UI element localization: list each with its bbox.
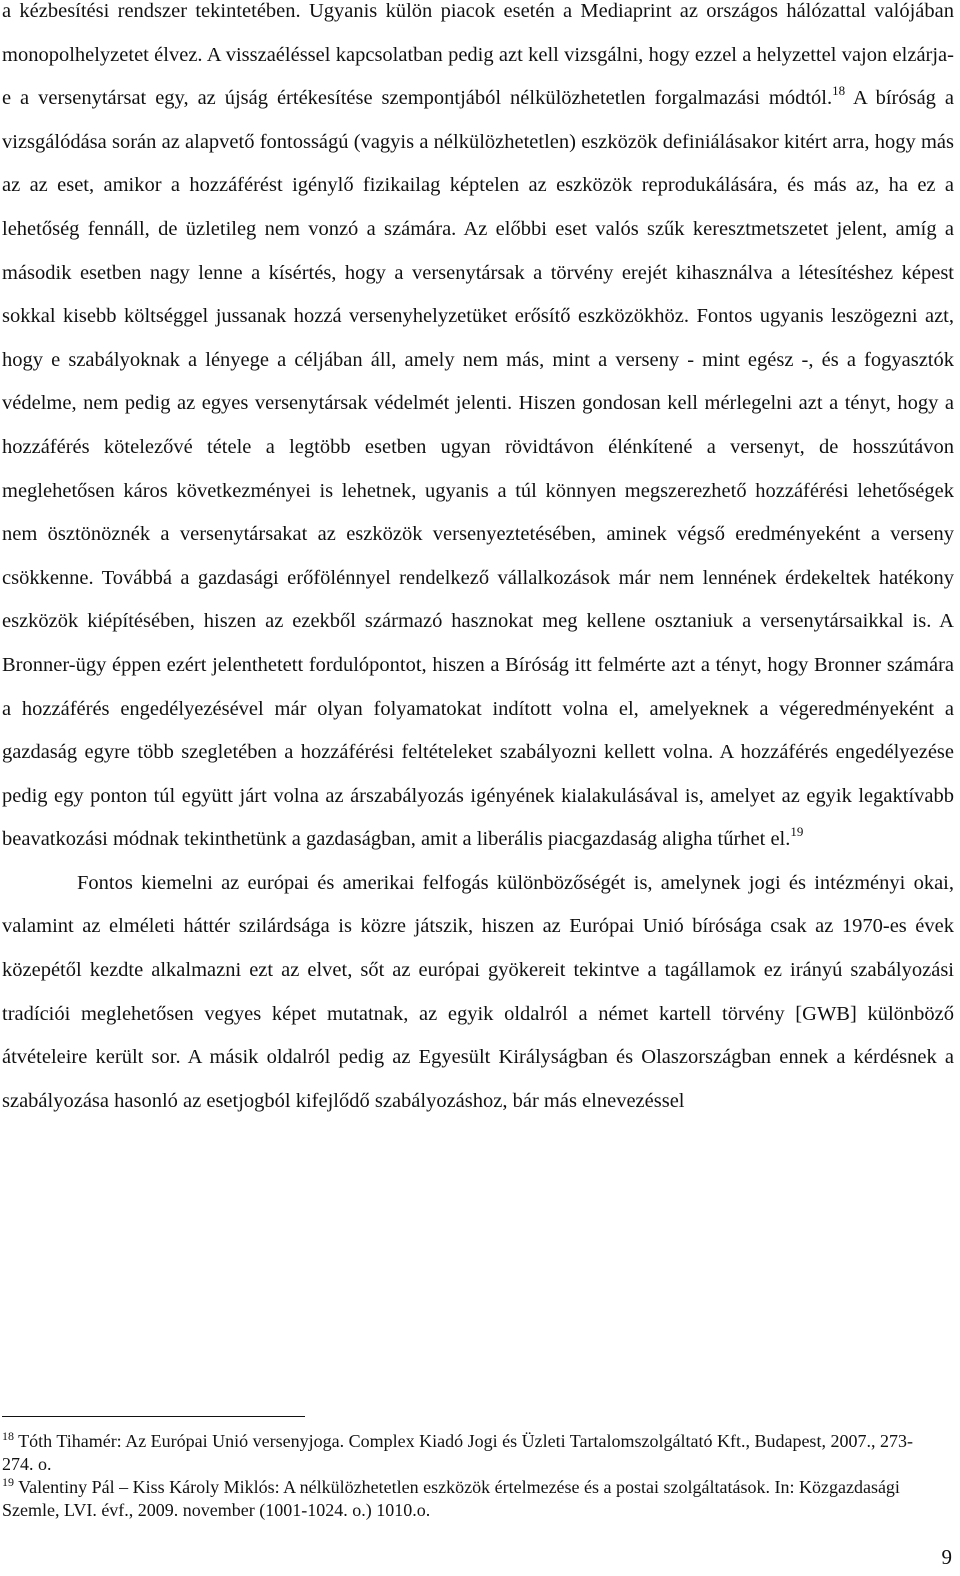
footnote-ref-19[interactable]: 19 xyxy=(790,824,804,840)
footnote-18 xyxy=(2,1430,942,1476)
paragraph-1-text-a: a kézbesítési rendszer tekintetében. Ugyanis külön piacok esetén a Mediaprint az országos hálózattal valójában monopolhelyzetet élvez. A visszaéléssel kapcsolatban pedig azt kell vizsgálni, hogy ezzel a helyzettel vajon elzárja-e a versenytársat egy, az újság értékesítése szempontjából nélkülözhetetlen forgalmazási módtól. xyxy=(2,0,954,110)
footnote-text: Tóth Tihamér: Az Európai Unió versenyjoga. Complex Kiadó Jogi és Üzleti Tartalomszolgáltató Kft., Budapest, 2007., 273-274. o. xyxy=(2,1431,913,1474)
paragraph-2 xyxy=(2,862,954,1124)
paragraph-2-text: Fontos kiemelni az európai és amerikai felfogás különbözőségét is, amelynek jogi és intézményi okai, valamint az elméleti háttér szilárdsága is közre játszik, hiszen az Európai Unió bírósága csak az 1970-es évek közepétől kezdte alkalmazni ezt az elvet, sőt az európai gyökereit tekintve a tagállamok ez irányú szabályozási tradíciói meglehetősen vegyes képet mutatnak, az egyik oldalról a német kartell törvény [GWB] különböző átvételeire került sor. A másik oldalról pedig az Egyesült Királyságban és Olaszországban ennek a kérdésnek a szabályozása hasonló az esetjogból kifejlődő szabályozáshoz, bár más elnevezéssel xyxy=(2,871,954,1112)
footnotes xyxy=(2,1430,942,1522)
footnote-19 xyxy=(2,1476,942,1522)
footnote-separator xyxy=(2,1416,305,1417)
page-number: 9 xyxy=(941,1545,952,1569)
paragraph-1-text-b: A bíróság a vizsgálódása során az alapvető fontosságú (vagyis a nélkülözhetetlen) eszközök definiálásakor kitért arra, hogy más az az eset, amikor a hozzáférést igénylő fizikailag képtelen az eszközök reprodukálására, és más az, ha ez a lehetőség fennáll, de üzletileg nem vonzó a számára. Az előbbi eset valós szűk keresztmetszetet jelent, amíg a második esetben nagy lenne a kísértés, hogy a versenytársak a törvény erejét kihasználva a létesítéshez képest sokkal kisebb költséggel jussanak hozzá versenyhelyzetüket erősítő eszközökhöz. Fontos ugyanis leszögezni azt, hogy e szabályoknak a lényege a céljában áll, amely nem más, mint a verseny - mint egész -, és a fogyasztók védelme, nem pedig az egyes versenytársak védelmét jelenti. Hiszen gondosan kell mérlegelni azt a tényt, hogy a hozzáférés kötelezővé tétele a legtöbb esetben ugyan rövidtávon élénkítené a versenyt, de hosszútávon meglehetősen káros következményei is lehetnek, ugyanis a túl könnyen megszerezhető hozzáférési lehetőségek nem ösztönöznék a versenytársakat az eszközök versenyeztetésében, aminek végső eredményeként a verseny csökkenne. Továbbá a gazdasági erőfölénnyel rendelkező vállalkozások már nem lennének érdekeltek hatékony eszközök kiépítésében, hiszen az ezekből származó hasznokat meg kellene osztaniuk a versenytársaikkal is. A Bronner-ügy éppen ezért jelenthetett fordulópontot, hiszen a Bíróság itt felmérte azt a tényt, hogy Bronner számára a hozzáférés engedélyezésével már olyan folyamatokat indított volna el, amelyeknek a végeredményeként a gazdaság egyre több szegletében a hozzáférési feltételeket szabályozni kellett volna. A hozzáférés engedélyezése pedig egy ponton túl együtt járt volna az árszabályozás igényének kialakulásával is, amelyet az egyik legaktívabb beavatkozási módnak tekinthetünk a gazdaságban, amit a liberális piacgazdaság aligha tűrhet el. xyxy=(2,87,954,851)
body-text xyxy=(2,0,954,1123)
footnote-text: Valentiny Pál – Kiss Károly Miklós: A nélkülözhetetlen eszközök értelmezése és a postai szolgáltatások. In: Közgazdasági Szemle, LVI. évf., 2009. november (1001-1024. o.) 1010.o. xyxy=(2,1477,900,1520)
footnote-ref-18[interactable]: 18 xyxy=(832,83,846,99)
paragraph-1 xyxy=(2,0,954,862)
footnote-number: 19 xyxy=(2,1475,14,1489)
footnote-number: 18 xyxy=(2,1429,14,1443)
